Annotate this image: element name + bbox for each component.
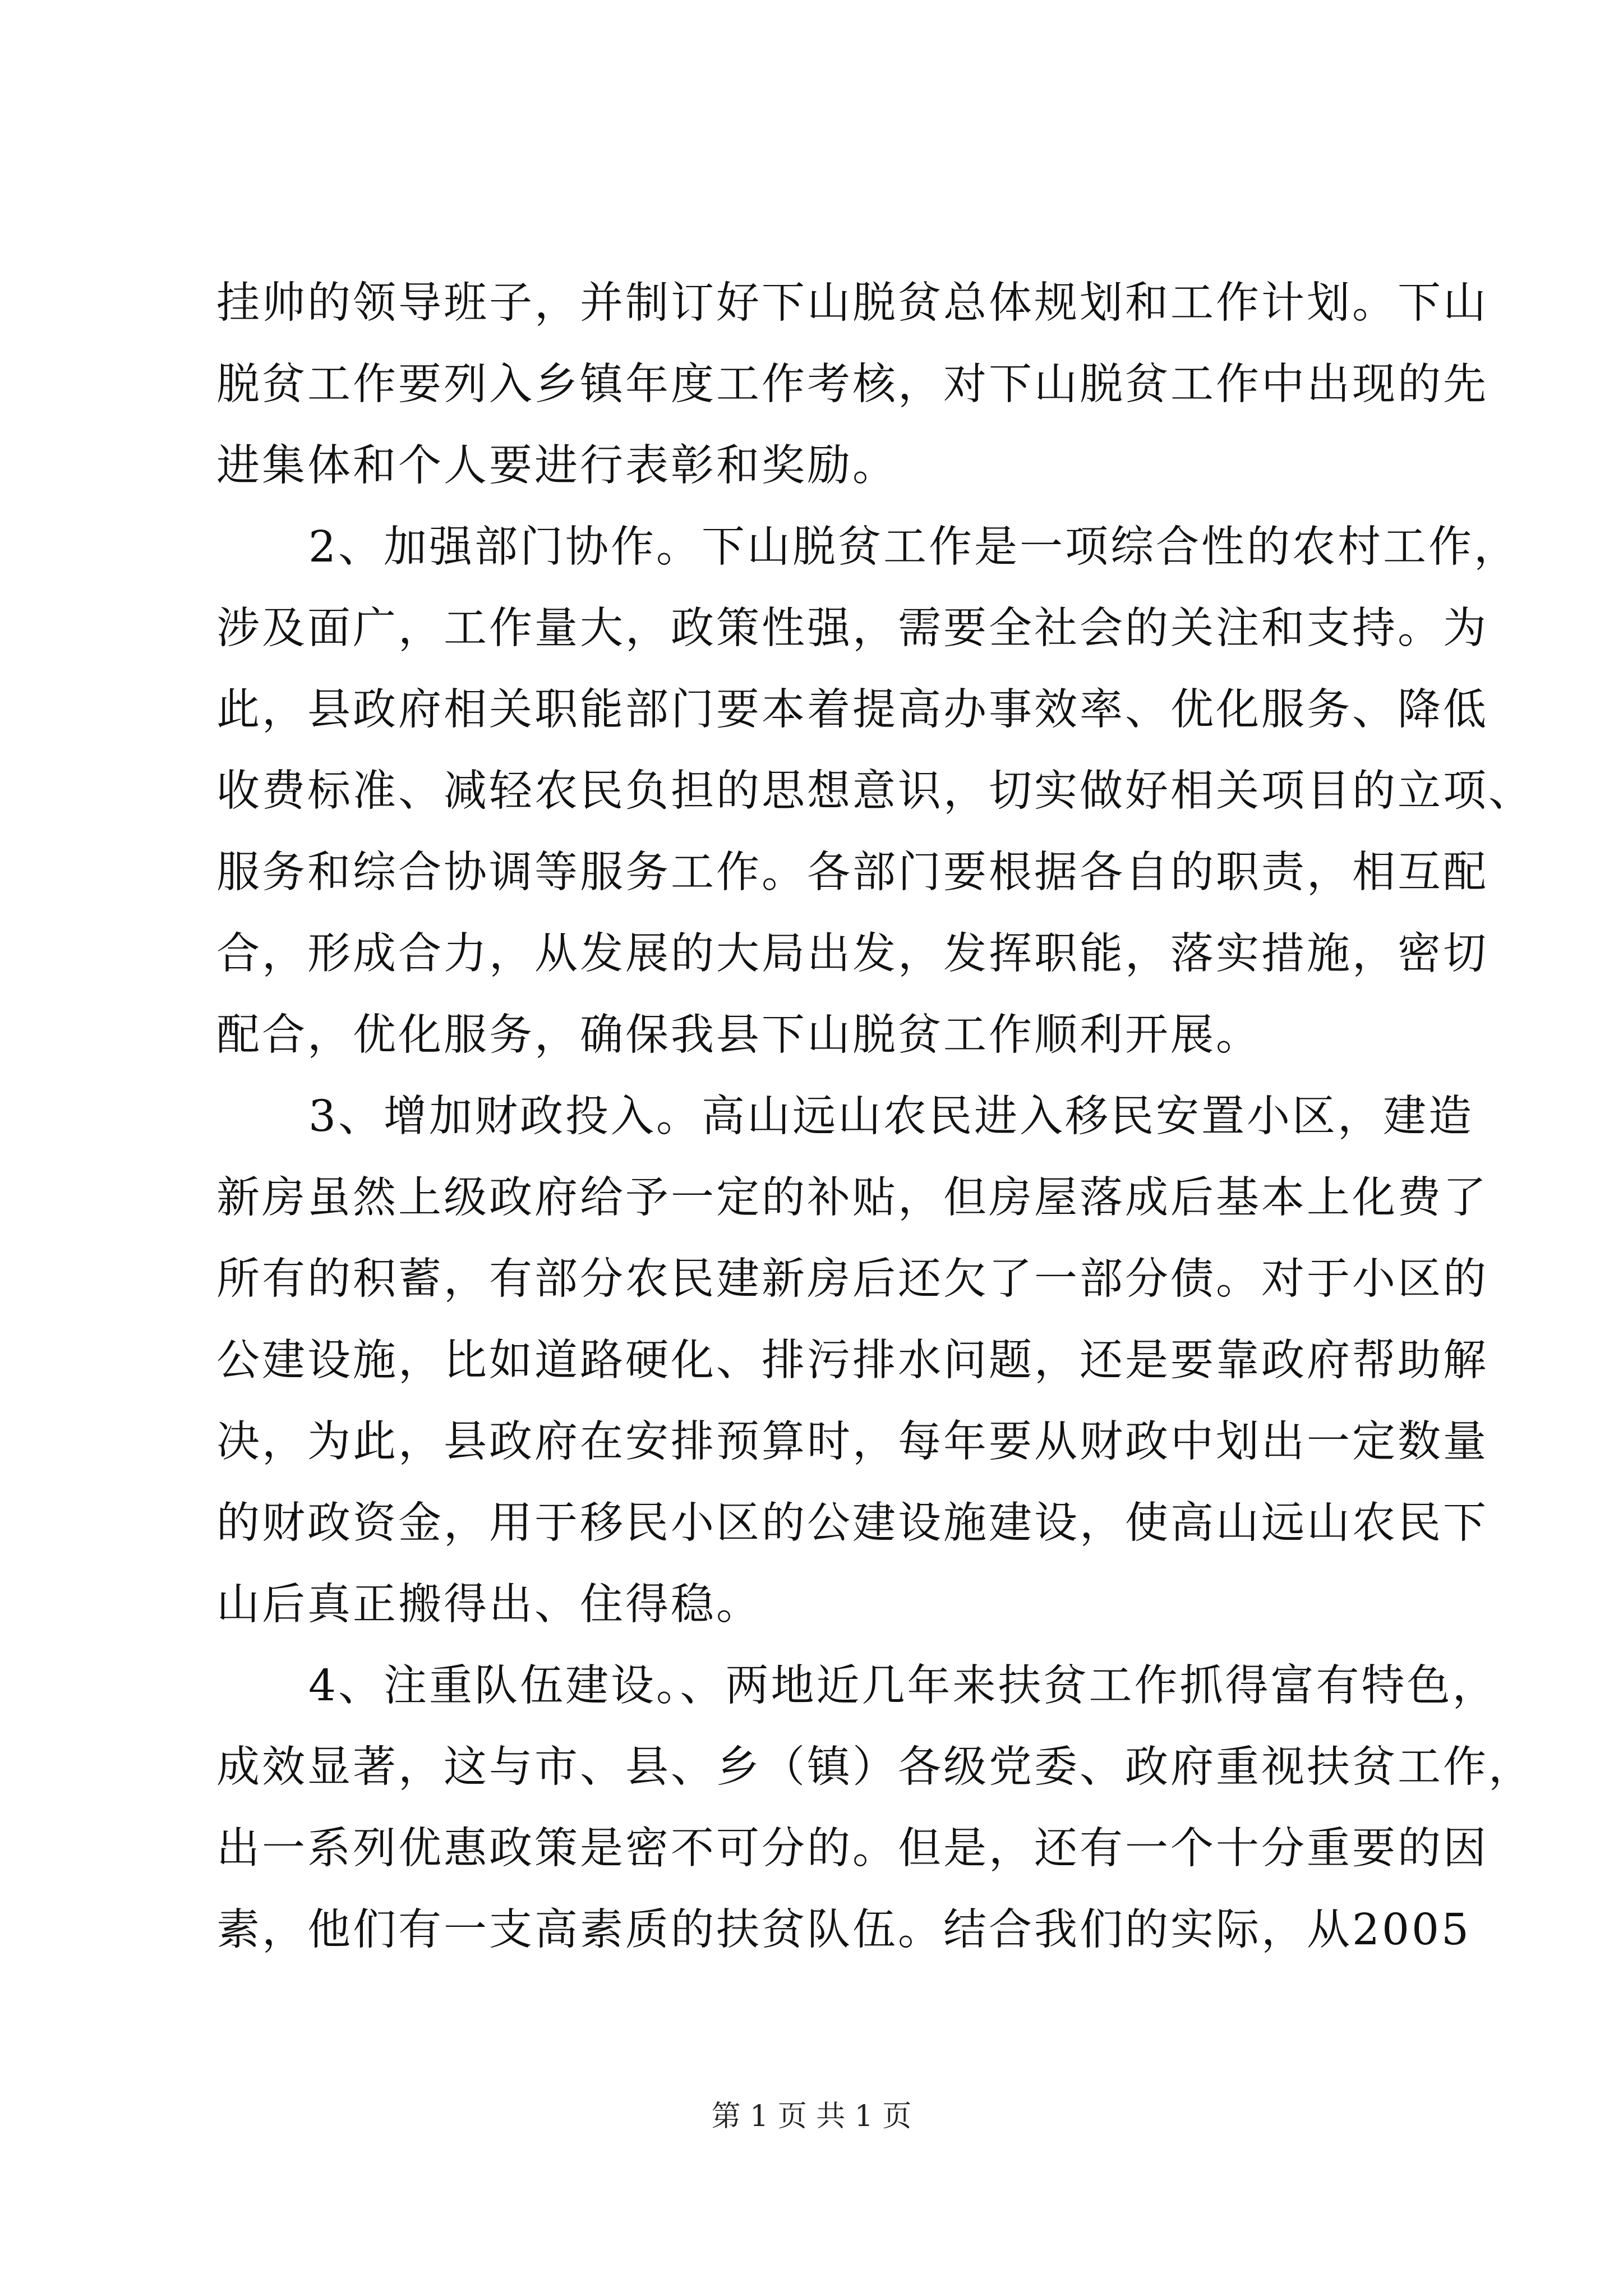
text-line: 服务和综合协调等服务工作。各部门要根据各自的职责，相互配	[216, 848, 1488, 898]
text-line: 进集体和个人要进行表彰和奖励。	[216, 441, 898, 491]
text-line: 山后真正搬得出、住得稳。	[216, 1580, 762, 1630]
text-line: 公建设施，比如道路硬化、排污排水问题，还是要靠政府帮助解	[216, 1336, 1488, 1386]
paragraph-4-first-line: 4、注重队伍建设。、两地近几年来扶贫工作抓得富有特色，	[308, 1661, 1498, 1711]
paragraph-3-first-line: 3、增加财政投入。高山远山农民进入移民安置小区，建造	[308, 1092, 1474, 1142]
text-line: 的财政资金，用于移民小区的公建设施建设，使高山远山农民下	[216, 1498, 1488, 1548]
text-line: 出一系列优惠政策是密不可分的。但是，还有一个十分重要的因	[216, 1824, 1488, 1874]
document-body	[216, 263, 1534, 1971]
text-line: 脱贫工作要列入乡镇年度工作考核，对下山脱贫工作中出现的先	[216, 360, 1488, 409]
text-line: 成效显著，这与市、县、乡（镇）各级党委、政府重视扶贫工作，	[216, 1742, 1534, 1792]
paragraph-2-first-line: 2、加强部门协作。下山脱贫工作是一项综合性的农村工作，	[308, 522, 1519, 572]
text-line: 新房虽然上级政府给予一定的补贴，但房屋落成后基本上化费了	[216, 1173, 1488, 1223]
text-line: 决，为此，县政府在安排预算时，每年要从财政中划出一定数量	[216, 1417, 1488, 1467]
text-line: 挂帅的领导班子，并制订好下山脱贫总体规划和工作计划。下山	[216, 278, 1488, 328]
text-line: 收费标准、减轻农民负担的思想意识，切实做好相关项目的立项、	[216, 766, 1534, 816]
text-line: 涉及面广，工作量大，政策性强，需要全社会的关注和支持。为	[216, 604, 1488, 654]
page-number-label: 第 1 页 共 1 页	[711, 2100, 912, 2133]
text-line: 此，县政府相关职能部门要本着提高办事效率、优化服务、降低	[216, 685, 1488, 735]
text-line: 合，形成合力，从发展的大局出发，发挥职能，落实措施，密切	[216, 929, 1488, 979]
text-line: 配合，优化服务，确保我县下山脱贫工作顺利开展。	[216, 1010, 1261, 1060]
page-footer	[0, 2097, 1623, 2136]
text-line: 素，他们有一支高素质的扶贫队伍。结合我们的实际，从2005	[216, 1905, 1471, 1955]
text-line: 所有的积蓄，有部分农民建新房后还欠了一部分债。对于小区的	[216, 1254, 1488, 1304]
